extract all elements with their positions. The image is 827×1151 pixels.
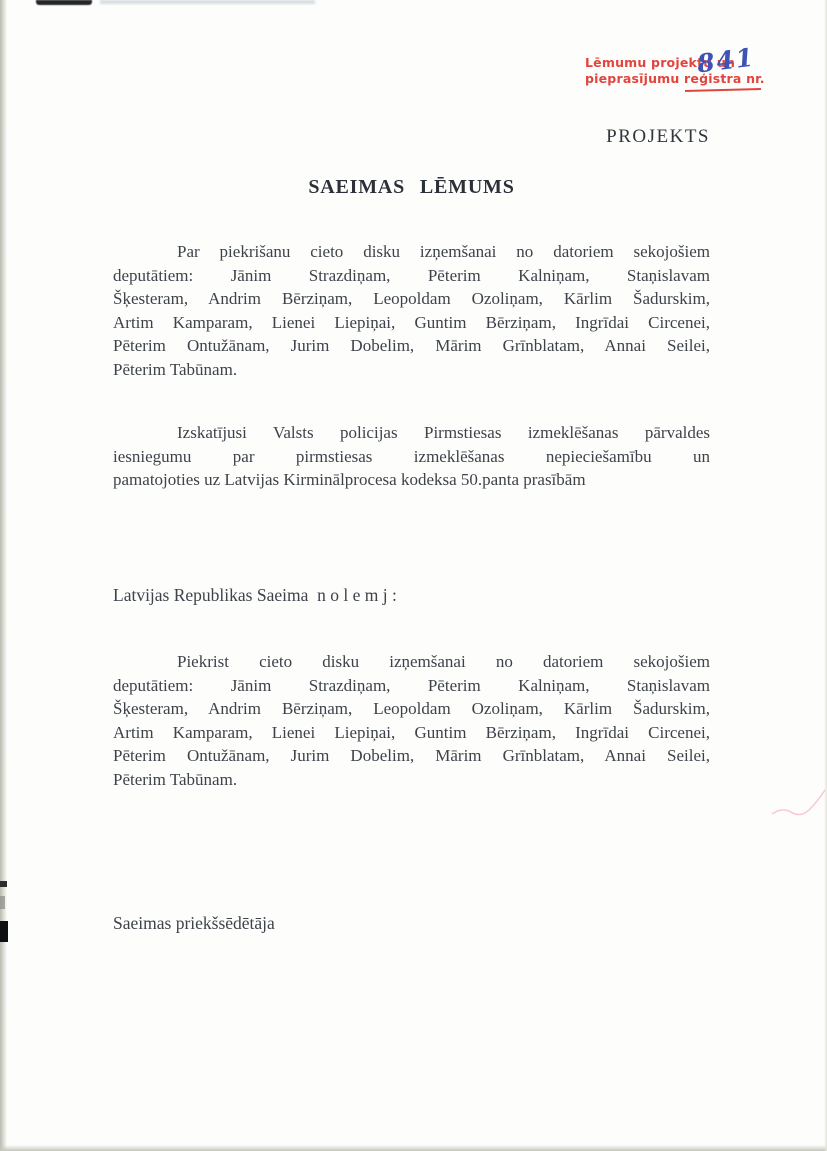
text-line: Artim Kamparam, Lienei Liepiņai, Guntim Bērziņam, Ingrīdai Circenei, [113, 722, 710, 742]
resolution-line: Latvijas Republikas Saeima n o l e m j : [113, 585, 397, 605]
text-line: Šķesteram, Andrim Bērziņam, Leopoldam Ozoliņam, Kārlim Šadurskim, [113, 699, 710, 718]
text-line: Piekrist cieto disku izņemšanai no datoriem sekojošiem [177, 652, 710, 671]
scan-edge-left [0, 0, 7, 1151]
registry-number-handwritten: 841 [695, 42, 757, 79]
document-content [113, 0, 710, 1151]
paragraph-consideration [113, 421, 710, 492]
text-line: Šķesteram, Andrim Bērziņam, Leopoldam Ozoliņam, Kārlim Šadurskim, [113, 289, 710, 308]
text-line: deputātiem: Jānim Strazdiņam, Pēterim Kalniņam, Staņislavam [113, 265, 710, 285]
scan-mark-left [0, 881, 7, 887]
scan-smudge-top [36, 0, 92, 5]
paragraph-opening [113, 240, 710, 381]
projekts-label: PROJEKTS [606, 126, 710, 147]
scan-pink-mark [768, 788, 827, 848]
text-line: Par piekrišanu cieto disku izņemšanai no datoriem sekojošiem [177, 242, 710, 261]
registry-stamp-line1: Lēmumu projektu un [585, 55, 736, 70]
text-line: pamatojoties uz Latvijas Kirminālprocesa kodeksa 50.panta prasībām [113, 470, 586, 489]
text-line: Pēterim Ontužānam, Jurim Dobelim, Mārim Grīnblatam, Annai Seilei, [113, 336, 710, 355]
signature-label: Saeimas priekšsēdētāja [113, 913, 275, 933]
text-line: Izskatījusi Valsts policijas Pirmstiesas izmeklēšanas pārvaldes [177, 423, 710, 442]
text-line: Pēterim Ontužānam, Jurim Dobelim, Mārim Grīnblatam, Annai Seilei, [113, 746, 710, 765]
text-line: Pēterim Tabūnam. [113, 359, 238, 379]
scan-mark-left [0, 896, 5, 909]
text-line: iesniegumu par pirmstiesas izmeklēšanas nepieciešamību un [113, 446, 710, 466]
scan-mark-left [0, 921, 8, 942]
text-line: deputātiem: Jānim Strazdiņam, Pēterim Kalniņam, Staņislavam [113, 675, 710, 695]
document-title: SAEIMAS LĒMUMS [308, 176, 515, 198]
text-line: Pēterim Tabūnam. [113, 769, 238, 789]
registry-stamp-line2: pieprasījumu reģistra nr. [585, 71, 765, 86]
text-line: Artim Kamparam, Lienei Liepiņai, Guntim Bērziņam, Ingrīdai Circenei, [113, 312, 710, 332]
paragraph-resolution [113, 650, 710, 791]
